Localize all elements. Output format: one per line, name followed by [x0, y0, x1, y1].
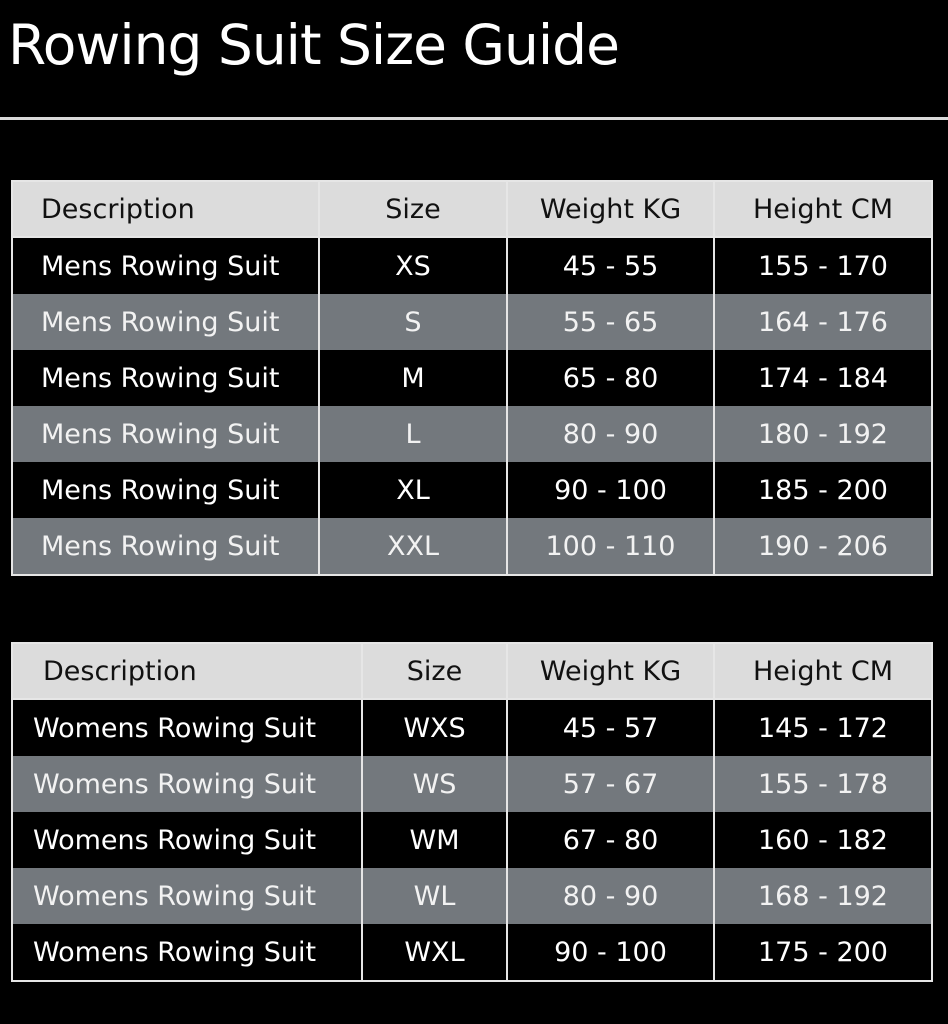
height-cell: 164 - 176	[714, 294, 932, 350]
description-cell: Mens Rowing Suit	[12, 350, 319, 406]
height-cell: 145 - 172	[714, 699, 932, 756]
description-cell: Womens Rowing Suit	[12, 924, 362, 981]
weight-cell: 100 - 110	[507, 518, 714, 575]
height-cell: 174 - 184	[714, 350, 932, 406]
size-cell: L	[319, 406, 507, 462]
table-row	[12, 756, 932, 812]
size-cell: XXL	[319, 518, 507, 575]
table-row	[12, 812, 932, 868]
table-row	[12, 924, 932, 981]
description-cell: Mens Rowing Suit	[12, 237, 319, 294]
table-row	[12, 518, 932, 575]
weight-cell: 80 - 90	[507, 406, 714, 462]
page-title: Rowing Suit Size Guide	[8, 13, 619, 77]
size-cell: WS	[362, 756, 507, 812]
table-row	[12, 350, 932, 406]
header-description: Description	[12, 181, 319, 237]
height-cell: 155 - 178	[714, 756, 932, 812]
mens-size-table	[11, 180, 933, 576]
weight-cell: 65 - 80	[507, 350, 714, 406]
height-cell: 190 - 206	[714, 518, 932, 575]
weight-cell: 90 - 100	[507, 924, 714, 981]
description-cell: Womens Rowing Suit	[12, 699, 362, 756]
size-cell: WXS	[362, 699, 507, 756]
table-row	[12, 406, 932, 462]
header-size: Size	[362, 643, 507, 699]
header-weight: Weight KG	[507, 181, 714, 237]
table-row	[12, 868, 932, 924]
height-cell: 185 - 200	[714, 462, 932, 518]
height-cell: 168 - 192	[714, 868, 932, 924]
weight-cell: 80 - 90	[507, 868, 714, 924]
description-cell: Mens Rowing Suit	[12, 462, 319, 518]
header-height: Height CM	[714, 643, 932, 699]
table-row	[12, 237, 932, 294]
size-cell: WXL	[362, 924, 507, 981]
table-header-row	[12, 181, 932, 237]
size-cell: WL	[362, 868, 507, 924]
size-cell: S	[319, 294, 507, 350]
size-cell: XL	[319, 462, 507, 518]
weight-cell: 90 - 100	[507, 462, 714, 518]
table-row	[12, 699, 932, 756]
table-header-row	[12, 643, 932, 699]
weight-cell: 45 - 57	[507, 699, 714, 756]
womens-size-table	[11, 642, 933, 982]
weight-cell: 45 - 55	[507, 237, 714, 294]
height-cell: 155 - 170	[714, 237, 932, 294]
header-height: Height CM	[714, 181, 932, 237]
size-cell: M	[319, 350, 507, 406]
height-cell: 180 - 192	[714, 406, 932, 462]
header-description: Description	[12, 643, 362, 699]
description-cell: Womens Rowing Suit	[12, 812, 362, 868]
header-size: Size	[319, 181, 507, 237]
weight-cell: 55 - 65	[507, 294, 714, 350]
description-cell: Mens Rowing Suit	[12, 406, 319, 462]
description-cell: Mens Rowing Suit	[12, 518, 319, 575]
weight-cell: 67 - 80	[507, 812, 714, 868]
table-row	[12, 462, 932, 518]
table-row	[12, 294, 932, 350]
description-cell: Womens Rowing Suit	[12, 868, 362, 924]
height-cell: 175 - 200	[714, 924, 932, 981]
description-cell: Womens Rowing Suit	[12, 756, 362, 812]
title-divider	[0, 117, 948, 120]
height-cell: 160 - 182	[714, 812, 932, 868]
header-weight: Weight KG	[507, 643, 714, 699]
size-cell: XS	[319, 237, 507, 294]
description-cell: Mens Rowing Suit	[12, 294, 319, 350]
weight-cell: 57 - 67	[507, 756, 714, 812]
size-cell: WM	[362, 812, 507, 868]
